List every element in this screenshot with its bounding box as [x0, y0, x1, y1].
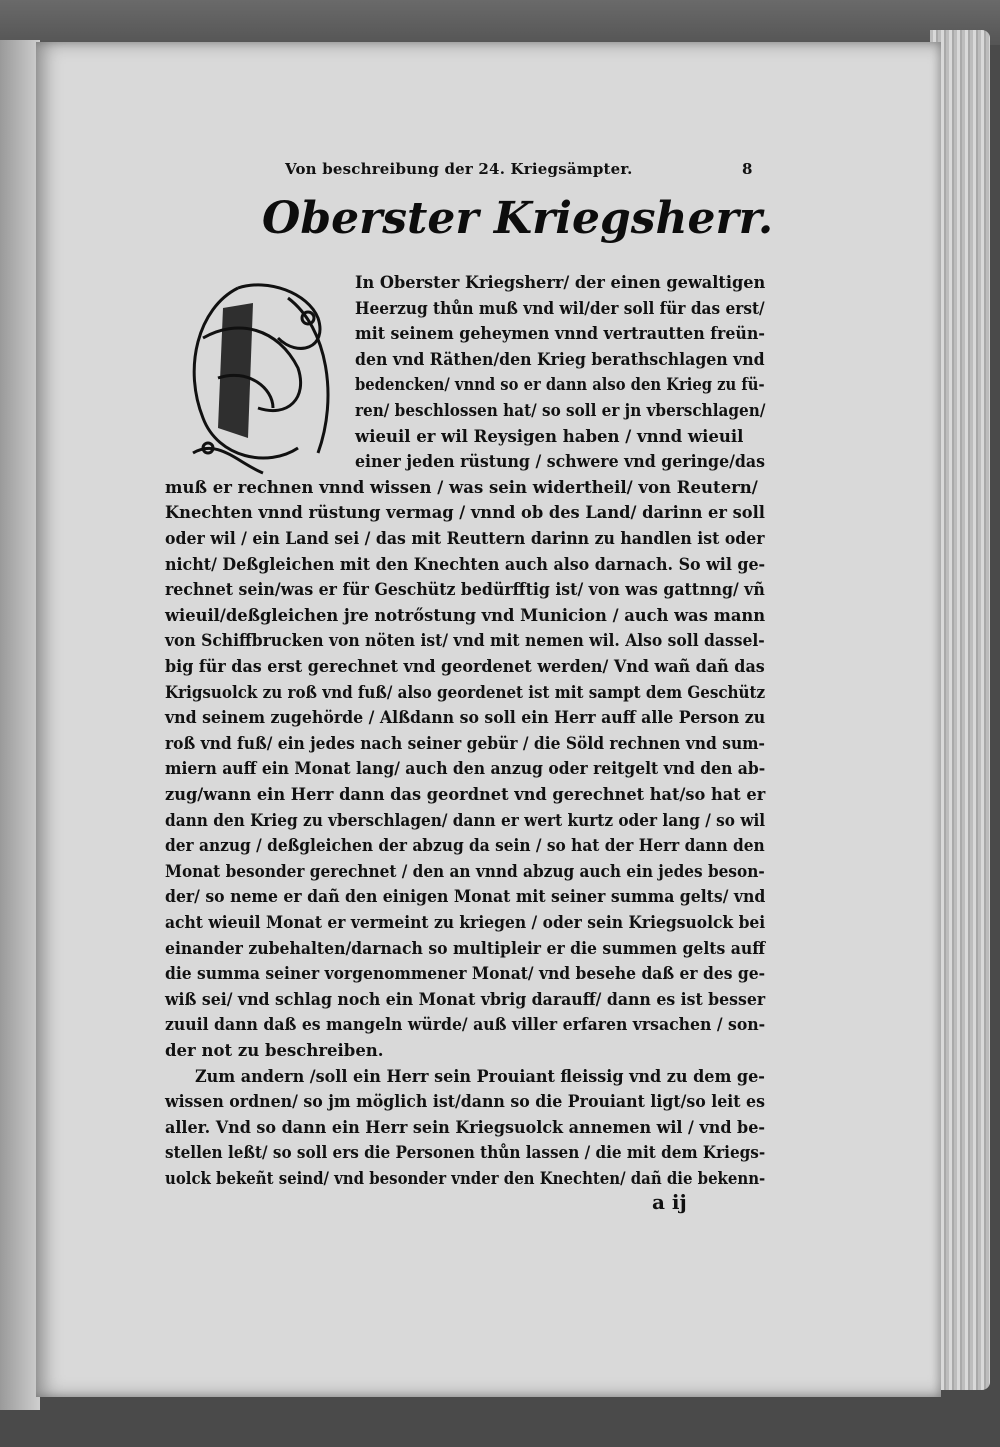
text-line: In Oberster Kriegsherr/ der einen gewaltigen — [355, 273, 766, 292]
text-line: stellen leßt/ so soll ers die Personen thůn lassen / die mit dem Kriegs- — [165, 1143, 766, 1163]
text-line: muß er rechnen vnnd wissen / was sein widertheil/ von Reutern/ — [165, 477, 758, 497]
text-line: wieuil er wil Reysigen haben / vnnd wieuil — [355, 426, 744, 446]
text-line: der anzug / deßgleichen der abzug da sein / so hat der Herr dann den — [165, 836, 765, 856]
running-head: Von beschreibung der 24. Kriegsämpter. — [285, 160, 633, 178]
text-line: wiß sei/ vnd schlag noch ein Monat vbrig darauff/ dann es ist besser — [165, 989, 766, 1009]
text-line: Krigsuolck zu roß vnd fuß/ also geordenet ist mit sampt dem Geschütz — [165, 682, 766, 702]
text-line: von Schiffbrucken von nöten ist/ vnd mit nemen wil. Also soll dassel- — [165, 631, 765, 651]
text-line: bedencken/ vnnd so er dann also den Krieg zu fü- — [355, 375, 765, 395]
folio-number: 8 — [742, 160, 753, 178]
text-line: wissen ordnen/ so jm möglich ist/dann so die Prouiant ligt/so leit es — [165, 1092, 765, 1112]
text-line: einer jeden rüstung / schwere vnd geringe/das — [355, 452, 765, 472]
decorated-initial-letter — [178, 278, 348, 478]
text-line: roß vnd fuß/ ein jedes nach seiner gebür / die Söld rechnen vnd sum- — [165, 733, 765, 753]
text-line: rechnet sein/was er für Geschütz bedürfftig ist/ von was gattnng/ vñ — [165, 580, 765, 600]
text-line: big für das erst gerechnet vnd geordenet werden/ Vnd wañ dañ das — [165, 657, 765, 676]
text-line: die summa seiner vorgenommener Monat/ vnd besehe daß er des ge- — [165, 964, 766, 984]
text-line: vnd seinem zugehörde / Alßdann so soll ein Herr auff alle Person zu — [165, 708, 766, 728]
text-line: Knechten vnnd rüstung vermag / vnnd ob des Land/ darinn er soll — [165, 503, 765, 523]
text-line: aller. Vnd so dann ein Herr sein Kriegsuolck annemen wil / vnd be- — [165, 1117, 765, 1137]
text-line: Monat besonder gerechnet / den an vnnd abzug auch ein jedes beson- — [165, 861, 765, 881]
text-line: uolck bekeñt seind/ vnd besonder vnder den Knechten/ dañ die bekenn- — [165, 1169, 766, 1188]
text-line: den vnd Räthen/den Krieg berathschlagen vnd — [355, 349, 765, 369]
text-line: dann den Krieg zu vberschlagen/ dann er wert kurtz oder lang / so wil — [165, 810, 766, 830]
text-line: zug/wann ein Herr dann das geordnet vnd gerechnet hat/so hat er — [165, 785, 766, 804]
text-line: mit seinem geheymen vnnd vertrautten freün- — [355, 324, 765, 344]
signature-mark: a ij — [652, 1190, 687, 1214]
text-line: zuuil dann daß es mangeln würde/ auß viller erfaren vrsachen / son- — [165, 1015, 766, 1035]
text-line: oder wil / ein Land sei / das mit Reuttern darinn zu handlen ist oder — [165, 529, 765, 548]
left-page-edge — [0, 40, 40, 1410]
text-line: der not zu beschreiben. — [165, 1041, 384, 1060]
book-top-edge — [0, 0, 1000, 45]
text-line: miern auff ein Monat lang/ auch den anzug oder reitgelt vnd den ab- — [165, 759, 766, 779]
text-line: einander zubehalten/darnach so multipleir er die summen gelts auff — [165, 938, 766, 958]
text-line: Zum andern /soll ein Herr sein Prouiant fleissig vnd zu dem ge- — [195, 1066, 765, 1086]
chapter-title: Oberster Kriegsherr. — [262, 193, 774, 244]
text-line: Heerzug thůn muß vnd wil/der soll für das erst/ — [355, 298, 765, 318]
text-line: acht wieuil Monat er vermeint zu kriegen / oder sein Kriegsuolck bei — [165, 913, 766, 932]
text-line: wieuil/deßgleichen jre notrőstung vnd Municion / auch was mann — [165, 605, 766, 625]
text-line: der/ so neme er dañ den einigen Monat mit seiner summa gelts/ vnd — [165, 887, 766, 907]
text-line: ren/ beschlossen hat/ so soll er jn vberschlagen/ — [355, 401, 766, 420]
text-line: nicht/ Deßgleichen mit den Knechten auch also darnach. So wil ge- — [165, 554, 766, 574]
